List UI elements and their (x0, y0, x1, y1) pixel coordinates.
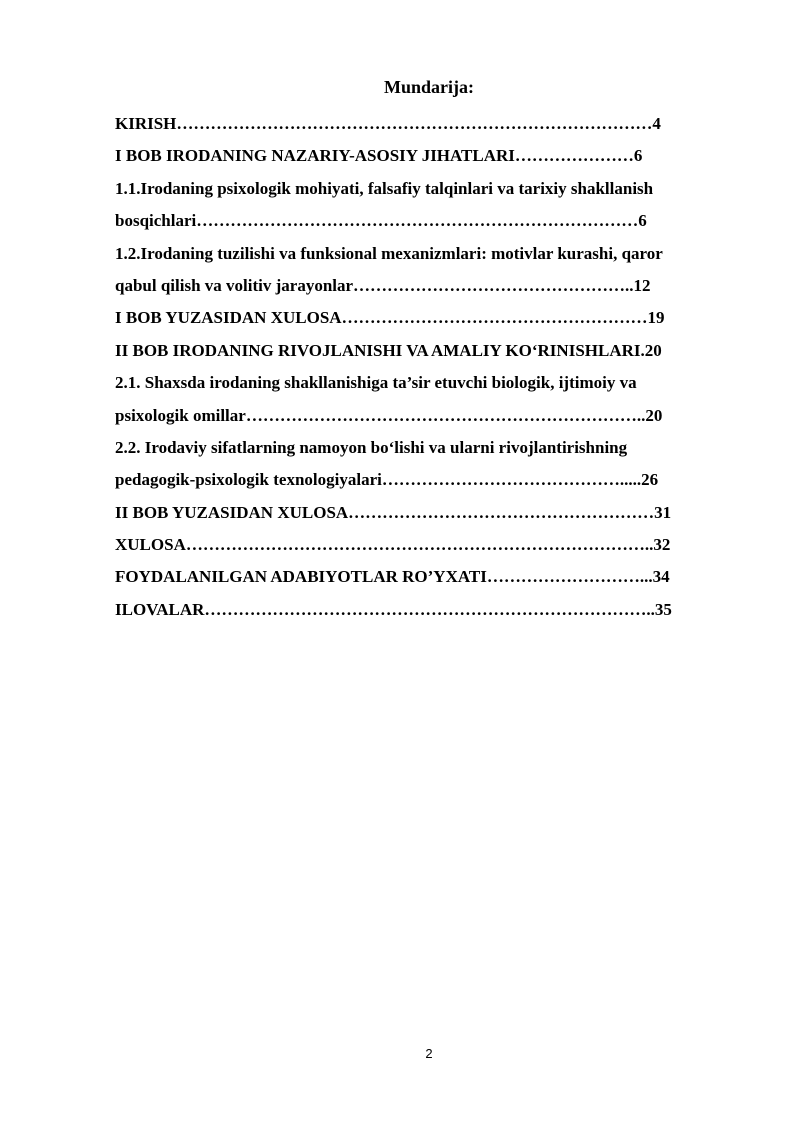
toc-entry-2-1-line-2: psixologik omillar……………………………………………………………..20 (115, 405, 663, 425)
toc-entry-bibliography: FOYDALANILGAN ADABIYOTLAR RO’YXATI………………………...34 (115, 567, 670, 587)
toc-entry-1-2-line-2: qabul qilish va volitiv jarayonlar…………………………………………..12 (115, 275, 651, 295)
toc-entry-chapter-1: I BOB IRODANING NAZARIY-ASOSIY JIHATLARI…………………6 (115, 146, 643, 166)
toc-entry-1-1-line-1: 1.1.Irodaning psixologik mohiyati, falsafiy talqinlari va tarixiy shakllanish (115, 178, 654, 198)
toc-entry-2-2-line-1: 2.2. Irodaviy sifatlarning namoyon bo‘lishi va ularni rivojlantirishning (115, 437, 628, 457)
toc-entry-2-2-line-2: pedagogik-psixologik texnologiyalari…………………………………….....26 (115, 470, 659, 490)
toc-entry-chapter-2-conclusion: II BOB YUZASIDAN XULOSA………………………………………………31 (115, 502, 672, 522)
toc-entry-chapter-2: II BOB IRODANING RIVOJLANISHI VA AMALIY KO‘RINISHLARI.20 (115, 340, 662, 360)
toc-title: Mundarija: (384, 77, 474, 97)
toc-entry-appendices: ILOVALAR……………………………………………………………………..35 (115, 599, 672, 619)
toc-entry-chapter-1-conclusion: I BOB YUZASIDAN XULOSA………………………………………………19 (115, 308, 665, 328)
toc-entry-1-2-line-1: 1.2.Irodaning tuzilishi va funksional mexanizmlari: motivlar kurashi, qaror (115, 243, 663, 263)
toc-entry-2-1-line-1: 2.1. Shaxsda irodaning shakllanishiga ta’sir etuvchi biologik, ijtimoiy va (115, 373, 637, 393)
toc-entry-xulosa: XULOSA………………………………………………………………………..32 (115, 535, 671, 555)
toc-entry-1-1-line-2: bosqichlari……………………………………………………………………6 (115, 211, 647, 231)
toc-entry-kirish: KIRISH…………………………………………………………………………4 (115, 114, 661, 133)
page-number: 2 (425, 1046, 433, 1061)
table-of-contents (115, 108, 735, 626)
